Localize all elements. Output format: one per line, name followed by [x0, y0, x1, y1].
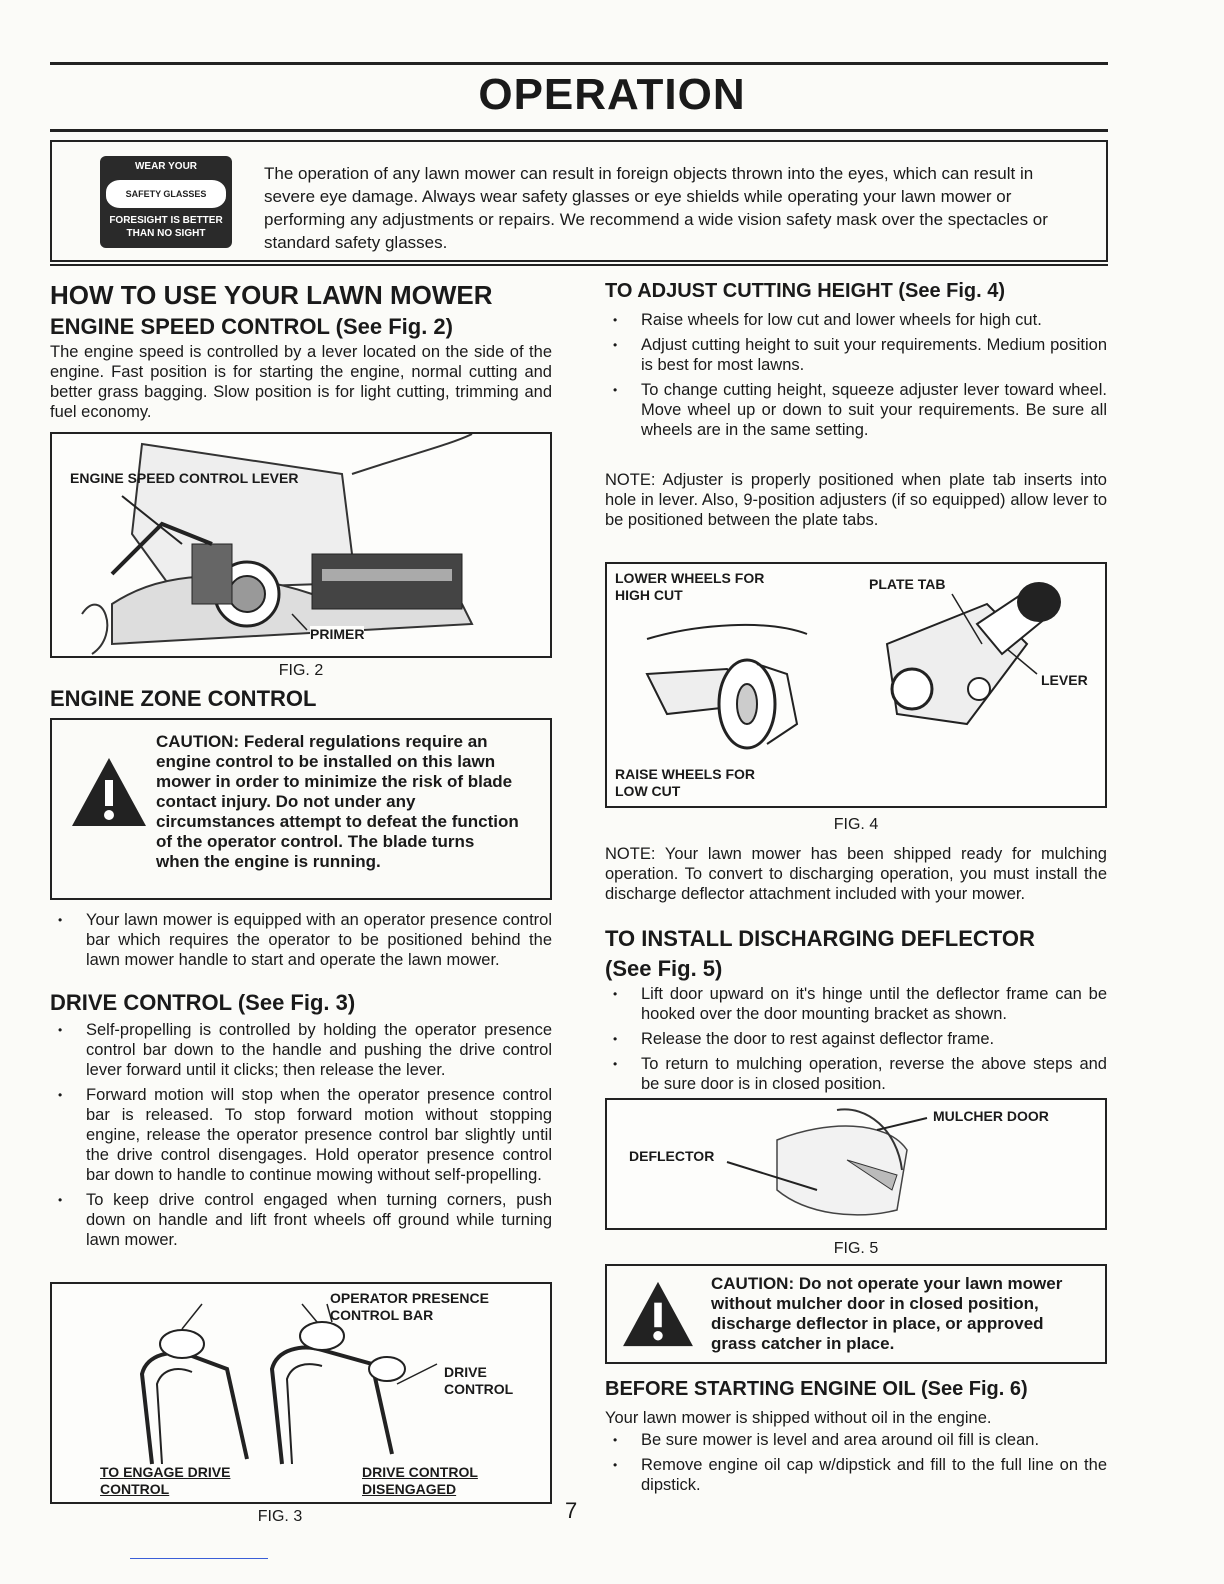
fig2-label-primer: PRIMER	[310, 626, 365, 642]
engine-speed-heading: ENGINE SPEED CONTROL (See Fig. 2)	[50, 314, 453, 339]
door-caution-box	[605, 1264, 1107, 1364]
adjust-note: NOTE: Adjuster is properly positioned when plate tab inserts into hole in lever. Also, 9-position adjusters (if so equipped) allow lever to be positioned between the plate tabs.	[605, 471, 1107, 529]
deflector-bullet: • To return to mulching operation, reverse the above steps and be sure door is in closed position.	[605, 1054, 1107, 1094]
fig4-illustration	[605, 562, 1107, 808]
title-rule	[50, 129, 1108, 132]
deflector-heading: TO INSTALL DISCHARGING DEFLECTOR	[605, 926, 1035, 951]
deflector-heading-fig-ref: (See Fig. 5)	[605, 956, 723, 981]
safety-glasses-badge	[100, 156, 232, 248]
fig2-illustration	[50, 432, 552, 658]
fig3-illustration	[50, 1282, 552, 1504]
drive-bullet: • To keep drive control engaged when turning corners, push down on handle and lift front wheels off ground while turning lawn mower.	[50, 1190, 552, 1250]
oil-bullet: • Be sure mower is level and area around oil fill is clean.	[605, 1430, 1107, 1450]
adjust-bullets	[605, 310, 1107, 445]
deflector-bullets	[605, 984, 1107, 1099]
badge-line-3: FORESIGHT IS BETTER THAN NO SIGHT	[109, 215, 223, 239]
safety-glasses-box	[50, 140, 1108, 262]
page-title: OPERATION	[478, 70, 746, 119]
fig3-caption: FIG. 3	[257, 1508, 303, 1525]
fig2-drawing	[52, 434, 550, 656]
fig4-label-lever: LEVER	[1041, 672, 1088, 688]
zone-caution-box	[50, 718, 552, 900]
fig3-label-drive: DRIVE CONTROL	[444, 1364, 514, 1397]
fig2-caption: FIG. 2	[278, 662, 324, 679]
deflector-bullet: • Release the door to rest against deflector frame.	[605, 1029, 1107, 1049]
fig5-illustration	[605, 1098, 1107, 1230]
oil-bullets	[605, 1430, 1107, 1500]
drive-bullets	[50, 1020, 552, 1255]
door-caution-text: CAUTION: Do not operate your lawn mower without mulcher door in closed position, discharge deflector in place, or approved grass catcher in place.	[711, 1274, 1063, 1353]
oil-heading: BEFORE STARTING ENGINE OIL (See Fig. 6)	[605, 1378, 1028, 1400]
safety-text: The operation of any lawn mower can result in foreign objects thrown into the eyes, which can result in severe eye damage. Always wear safety glasses or eye shields while operating your lawn mower or performing any adjustments or repairs. We recommend a wide vision safety mask over the spectacles or standard safety glasses.	[264, 164, 1048, 252]
how-to-heading: HOW TO USE YOUR LAWN MOWER	[50, 280, 493, 310]
badge-line-1: WEAR YOUR	[134, 161, 198, 172]
zone-bullets	[50, 910, 552, 975]
top-rule	[50, 62, 1108, 65]
fig5-caption: FIG. 5	[833, 1240, 879, 1257]
fig4-caption: FIG. 4	[833, 816, 879, 833]
adjust-bullet: • To change cutting height, squeeze adjuster lever toward wheel. Move wheel up or down to suit your requirements. Be sure all wheels are in the same setting.	[605, 380, 1107, 440]
fig2-label-lever: ENGINE SPEED CONTROL LEVER	[70, 470, 299, 486]
fig3-label-engage: TO ENGAGE DRIVE CONTROL	[100, 1464, 231, 1497]
adjust-bullet: • Adjust cutting height to suit your requirements. Medium position is best for most lawns.	[605, 335, 1107, 375]
drive-bullet: • Forward motion will stop when the operator presence control bar is released. To stop forward motion without stopping engine, release the operator presence control bar slightly until the drive control disengages. Hold operator presence control bar down to handle to continue mowing without self-propelling.	[50, 1085, 552, 1185]
fig3-label-disengaged: DRIVE CONTROL DISENGAGED	[362, 1464, 478, 1497]
page-number: 7	[565, 1498, 578, 1523]
adjust-bullet: • Raise wheels for low cut and lower wheels for high cut.	[605, 310, 1107, 330]
warning-triangle-icon	[621, 1280, 695, 1348]
fig3-label-bar: OPERATOR PRESENCE CONTROL BAR	[330, 1290, 489, 1323]
fig5-label-mulcher: MULCHER DOOR	[933, 1108, 1049, 1124]
drive-bullet: • Self-propelling is controlled by holding the operator presence control bar down to the handle and pushing the drive control lever forward until it clicks; then release the lever.	[50, 1020, 552, 1080]
footer-line	[130, 1558, 268, 1559]
zone-caution-text: CAUTION: Federal regulations require an engine control to be installed on this lawn mower in order to minimize the risk of blade contact injury. Do not under any circumstances attempt to defeat the function of the operator control. The blade turns when the engine is running.	[156, 732, 519, 871]
engine-speed-text: The engine speed is controlled by a lever located on the side of the engine. Fast position is for starting the engine, normal cutting and better grass bagging. Slow position is for light cutting, trimming and fuel economy.	[50, 343, 552, 421]
badge-line-2: SAFETY GLASSES	[106, 180, 226, 208]
engine-zone-heading: ENGINE ZONE CONTROL	[50, 686, 317, 711]
drive-heading: DRIVE CONTROL (See Fig. 3)	[50, 990, 356, 1015]
zone-bullet: • Your lawn mower is equipped with an operator presence control bar which requires the operator to be positioned behind the lawn mower handle to start and operate the lawn mower.	[50, 910, 552, 970]
oil-bullet: • Remove engine oil cap w/dipstick and fill to the full line on the dipstick.	[605, 1455, 1107, 1495]
fig5-label-deflector: DEFLECTOR	[629, 1148, 715, 1164]
oil-text: Your lawn mower is shipped without oil in the engine.	[605, 1409, 992, 1427]
mulch-note: NOTE: Your lawn mower has been shipped ready for mulching operation. To convert to discharging operation, you must install the discharge deflector attachment included with your mower.	[605, 845, 1107, 903]
adjust-heading: TO ADJUST CUTTING HEIGHT (See Fig. 4)	[605, 280, 1006, 302]
fig4-label-lower: LOWER WHEELS FOR HIGH CUT	[615, 570, 765, 603]
fig4-label-raise: RAISE WHEELS FOR LOW CUT	[615, 766, 756, 799]
fig4-label-plate: PLATE TAB	[869, 576, 946, 592]
deflector-bullet: • Lift door upward on it's hinge until the deflector frame can be hooked over the door mounting bracket as shown.	[605, 984, 1107, 1024]
box-rule	[50, 264, 1108, 266]
warning-triangle-icon	[70, 756, 148, 828]
